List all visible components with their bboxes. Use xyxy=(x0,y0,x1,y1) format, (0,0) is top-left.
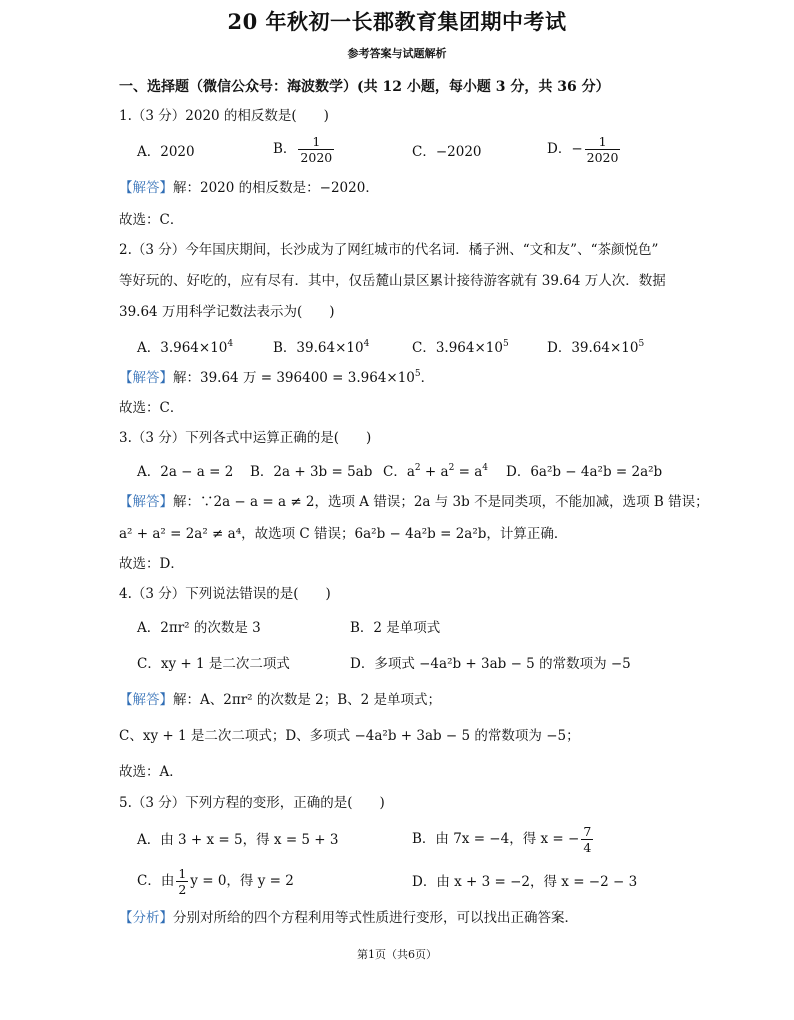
answer-end: ． xyxy=(420,370,435,386)
q2-option-c xyxy=(412,338,509,358)
q1-option-b xyxy=(273,134,336,165)
fraction-denominator: 2 xyxy=(178,882,187,897)
q3-option-c xyxy=(383,462,488,482)
q1-stem: 1.（3 分）2020 的相反数是( ) xyxy=(119,108,329,124)
q1-option-d xyxy=(547,134,622,165)
analysis-text: 分别对所给的四个方程利用等式性质进行变形，可以找出正确答案． xyxy=(173,910,578,926)
q5-option-c-fraction xyxy=(176,866,188,897)
option-text: = a xyxy=(454,464,483,480)
q1-option-d-fraction xyxy=(585,134,621,165)
answer-text: 解：∵2a − a = a ≠ 2，选项 A 错误；2a 与 3b 不是同类项，不能加减，选项 B 错误； xyxy=(173,494,709,510)
analysis-tag: 【分析】 xyxy=(119,910,173,926)
q5-option-a: A．由 3 + x = 5，得 x = 5 + 3 xyxy=(137,832,339,848)
option-text: C．a xyxy=(383,464,415,480)
q5-option-d: D．由 x + 3 = −2，得 x = −2 − 3 xyxy=(412,874,638,890)
q2-choice: 故选：C． xyxy=(119,400,184,416)
page-subtitle: 参考答案与试题解析 xyxy=(347,47,447,60)
exponent: 4 xyxy=(363,339,370,349)
option-text: A．3.964×10 xyxy=(137,340,228,356)
q4-answer-line-1 xyxy=(119,690,441,710)
answer-tag: 【解答】 xyxy=(119,180,173,196)
q1-choice: 故选：C． xyxy=(119,212,184,228)
q2-stem-line-2: 等好玩的、好吃的，应有尽有．其中，仅岳麓山景区累计接待游客就有 39.64 万人次．数据 xyxy=(119,273,666,289)
exponent: 2 xyxy=(414,463,421,473)
fraction-denominator: 2020 xyxy=(300,150,333,165)
q3-choice: 故选：D． xyxy=(119,556,184,572)
q4-option-d: D．多项式 −4a²b + 3ab − 5 的常数项为 −5 xyxy=(350,656,631,672)
q2-option-a xyxy=(137,338,233,358)
exponent: 5 xyxy=(502,339,509,349)
exponent: 4 xyxy=(482,463,488,473)
q3-stem: 3.（3 分）下列各式中运算正确的是( ) xyxy=(119,430,372,446)
answer-text: 解：A、2πr² 的次数是 2；B、2 是单项式； xyxy=(173,692,442,708)
q1-option-b-fraction xyxy=(298,134,334,165)
q4-option-b: B．2 是单项式 xyxy=(350,620,441,636)
option-text: + a xyxy=(420,464,449,480)
q4-stem: 4.（3 分）下列说法错误的是( ) xyxy=(119,586,331,602)
q3-option-b: B．2a + 3b = 5ab xyxy=(250,464,373,480)
q5-option-b xyxy=(412,824,595,855)
exponent: 5 xyxy=(414,369,421,379)
answer-text: 解：39.64 万 = 396400 = 3.964×10 xyxy=(173,370,415,386)
q2-stem-line-1: 2.（3 分）今年国庆期间，长沙成为了网红城市的代名词．橘子洲、“文和友”、“茶颜悦色” xyxy=(119,242,659,258)
fraction-numerator: 7 xyxy=(583,824,592,839)
option-text: y = 0，得 y = 2 xyxy=(190,873,294,889)
option-text: C．由 xyxy=(137,873,175,889)
q1-option-a: A．2020 xyxy=(137,144,195,160)
q4-choice: 故选：A． xyxy=(119,764,183,780)
q4-answer-line-2: C、xy + 1 是二次二项式；D、多项式 −4a²b + 3ab − 5 的常数项为 −5； xyxy=(119,728,580,744)
option-text: B．由 7x = −4，得 x = − xyxy=(412,831,580,847)
q3-answer-line-2: a² + a² = 2a² ≠ a⁴，故选项 C 错误；6a²b − 4a²b = 2a²b，计算正确． xyxy=(119,526,568,542)
exponent: 4 xyxy=(227,339,234,349)
q4-option-c: C．xy + 1 是二次二项式 xyxy=(137,656,290,672)
q1-option-c: C．−2020 xyxy=(412,144,482,160)
option-text: C．3.964×10 xyxy=(412,340,503,356)
q4-option-a: A．2πr² 的次数是 3 xyxy=(137,620,261,636)
q2-option-b xyxy=(273,338,369,358)
page-footer: 第1页（共6页） xyxy=(357,948,437,961)
q3-answer-line-1 xyxy=(119,492,709,512)
q5-analysis xyxy=(119,908,578,928)
option-text: B．39.64×10 xyxy=(273,340,364,356)
fraction-numerator: 1 xyxy=(178,866,187,881)
q3-option-d: D．6a²b − 4a²b = 2a²b xyxy=(506,464,663,480)
q1-answer xyxy=(119,178,379,198)
answer-tag: 【解答】 xyxy=(119,370,173,386)
answer-text: 解：2020 的相反数是：−2020． xyxy=(173,180,379,196)
page-title: 20 年秋初一长郡教育集团期中考试 xyxy=(227,9,567,34)
q2-option-d xyxy=(547,338,644,358)
exponent: 5 xyxy=(638,339,645,349)
q2-stem-line-3: 39.64 万用科学记数法表示为( ) xyxy=(119,304,335,320)
answer-tag: 【解答】 xyxy=(119,494,173,510)
section-heading: 一、选择题（微信公众号：海波数学）(共 12 小题，每小题 3 分，共 36 分） xyxy=(119,79,610,95)
fraction-denominator: 4 xyxy=(583,840,592,855)
fraction-denominator: 2020 xyxy=(586,150,619,165)
q5-option-c xyxy=(137,866,294,897)
fraction-numerator: 1 xyxy=(598,134,607,149)
q5-option-b-fraction xyxy=(581,824,593,855)
fraction-numerator: 1 xyxy=(312,134,321,149)
exponent: 2 xyxy=(448,463,455,473)
q5-stem: 5.（3 分）下列方程的变形，正确的是( ) xyxy=(119,795,385,811)
option-text: D．39.64×10 xyxy=(547,340,639,356)
q1-option-d-prefix: D．− xyxy=(547,141,583,157)
q2-answer xyxy=(119,368,434,388)
q3-option-a: A．2a − a = 2 xyxy=(137,464,234,480)
q1-option-b-prefix: B． xyxy=(273,141,297,157)
answer-tag: 【解答】 xyxy=(119,692,173,708)
